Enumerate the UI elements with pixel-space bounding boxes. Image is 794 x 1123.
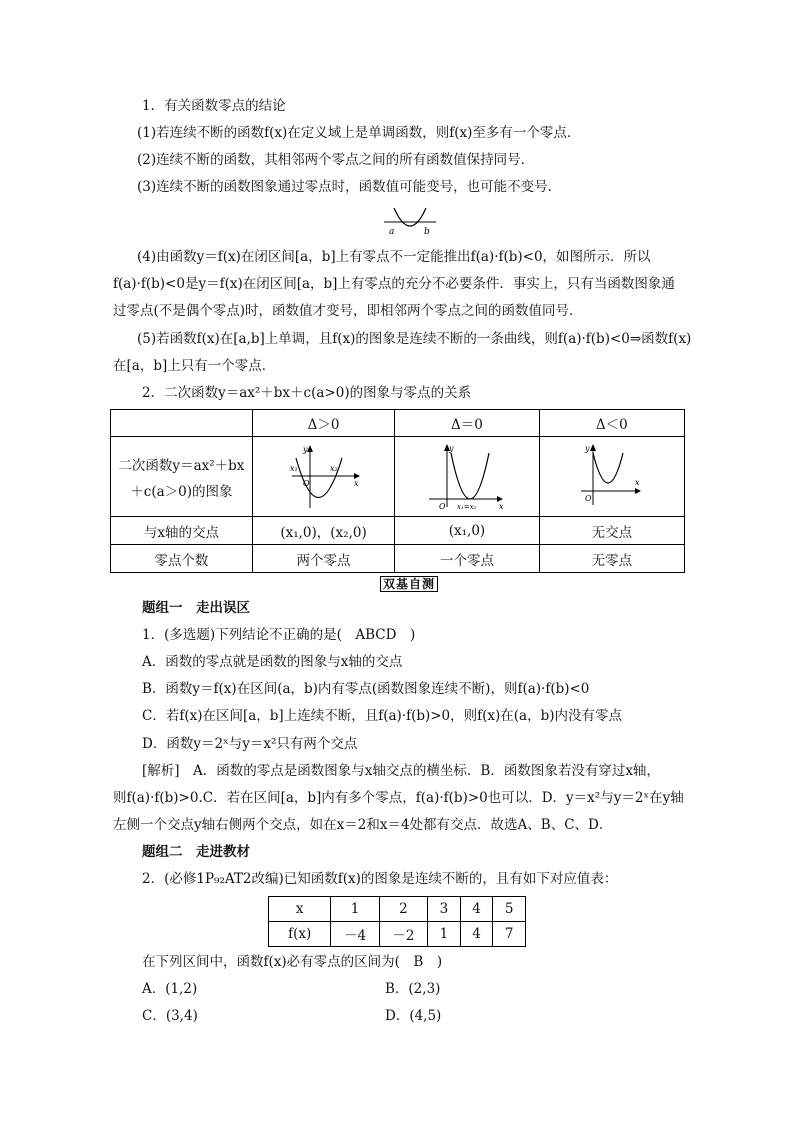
conclusion-1: (1)若连续不断的函数f(x)在定义域上是单调函数，则f(x)至多有一个零点． [137, 125, 581, 141]
self-test-banner-text: 双基自测 [380, 576, 438, 592]
graph-two-roots [284, 442, 364, 512]
g1-label-x: x [353, 478, 359, 488]
value-table-x-1: 1 [331, 897, 379, 922]
value-table [268, 896, 526, 947]
value-table-x-3: 3 [428, 897, 461, 922]
g3-label-x: x [634, 477, 640, 487]
row-intersection-one: (x₁,0) [395, 517, 539, 545]
analysis-line3: 左侧一个交点y轴右侧两个交点，如在x＝2和x＝4处都有交点．故选A、B、C、D． [113, 817, 613, 833]
analysis-line1: [解析] A．函数的零点是函数图象与x轴交点的横坐标．B．函数图象若没有穿过x轴， [142, 763, 660, 779]
conclusion-4-line2: f(a)·f(b)<0是y＝f(x)在闭区间[a，b]上有零点的充分不必要条件．事实上，只有当函数图象通 [113, 276, 675, 292]
g3-label-origin: O [584, 493, 592, 503]
graph-one-root-cell [395, 437, 539, 517]
question-2-option-d: D．(4,5) [385, 1008, 442, 1024]
g3-label-y: y [584, 443, 590, 453]
parabola-touch-figure [380, 204, 440, 236]
graph-no-root [577, 441, 647, 513]
value-table-x-4: 4 [460, 897, 493, 922]
g1-label-origin: O [302, 478, 310, 488]
quadratic-zero-table [110, 409, 685, 573]
group2-title: 题组二 走进教材 [142, 844, 250, 860]
graph-one-root [425, 441, 509, 513]
value-table-fx-2: －2 [379, 922, 427, 947]
graph-two-roots-cell [252, 437, 394, 517]
fig-label-b: b [424, 227, 430, 236]
table-header-delta-negative: Δ＜0 [539, 410, 684, 437]
row-zero-count-one: 一个零点 [395, 545, 539, 573]
value-table-fx-header: f(x) [269, 922, 331, 947]
fig-label-a: a [389, 227, 395, 236]
g2-label-origin: O [438, 501, 446, 511]
analysis-line2: 则f(a)·f(b)>0.C．若在区间[a，b]内有多个零点，f(a)·f(b)>0也可以．D．y＝x²与y＝2ˣ在y轴 [113, 790, 684, 806]
graph-label-line1: 二次函数y＝ax²＋bx [118, 457, 245, 474]
row-intersection-label: 与x轴的交点 [111, 517, 253, 545]
table-header-empty [111, 410, 253, 437]
g2-label-y: y [448, 443, 454, 453]
g1-label-y: y [302, 444, 308, 454]
question-2: 2．(必修1P₉₂AT2改编)已知函数f(x)的图象是连续不断的，且有如下对应值表： [142, 871, 618, 887]
table-header-delta-positive: Δ＞0 [252, 410, 394, 437]
g1-label-x1: x₁ [289, 463, 298, 473]
question-2-option-b: B．(2,3) [385, 981, 441, 997]
value-table-fx-5: 7 [493, 922, 526, 947]
question-1: 1．(多选题)下列结论不正确的是( ABCD ) [142, 627, 416, 643]
row-zero-count-two: 两个零点 [252, 545, 394, 573]
row-zero-count-label: 零点个数 [111, 545, 253, 573]
group1-title: 题组一 走出误区 [142, 600, 250, 616]
graph-no-root-cell [539, 437, 684, 517]
value-table-fx-1: －4 [331, 922, 379, 947]
question-1-option-d: D．函数y＝2ˣ与y＝x²只有两个交点 [142, 736, 358, 752]
section1-heading: 1．有关函数零点的结论 [142, 98, 286, 114]
conclusion-3: (3)连续不断的函数图象通过零点时，函数值可能变号，也可能不变号． [137, 179, 562, 195]
section2-heading: 2．二次函数y＝ax²＋bx＋c(a>0)的图象与零点的关系 [142, 385, 472, 401]
value-table-x-2: 2 [379, 897, 427, 922]
question-1-option-a: A．函数的零点就是函数的图象与x轴的交点 [142, 654, 403, 670]
g2-label-x: x [498, 501, 504, 511]
conclusion-5-line2: 在[a，b]上只有一个零点． [113, 358, 276, 374]
question-2-option-c: C．(3,4) [142, 1008, 198, 1024]
conclusion-4-line1: (4)由函数y＝f(x)在闭区间[a，b]上有零点不一定能推出f(a)·f(b)<0，如图所示．所以 [137, 249, 651, 265]
conclusion-4-line3: 过零点(不是偶个零点)时，函数值才变号，即相邻两个零点之间的函数值同号． [113, 303, 583, 319]
value-table-x-header: x [269, 897, 331, 922]
conclusion-2: (2)连续不断的函数，其相邻两个零点之间的所有函数值保持同号． [137, 152, 535, 168]
self-test-banner [380, 575, 438, 593]
question-1-option-b: B．函数y＝f(x)在区间(a，b)内有零点(函数图象连续不断)，则f(a)·f(b)<0 [142, 681, 590, 697]
question-2-option-a: A．(1,2) [142, 981, 198, 997]
g2-label-x1x2: x₁=x₂ [456, 502, 477, 511]
conclusion-5-line1: (5)若函数f(x)在[a,b]上单调，且f(x)的图象是连续不断的一条曲线，则f(a)·f(b)<0⇒函数f(x) [137, 331, 692, 347]
table-header-delta-zero: Δ＝0 [395, 410, 539, 437]
row-zero-count-none: 无零点 [539, 545, 684, 573]
value-table-fx-4: 4 [460, 922, 493, 947]
question-2-prompt: 在下列区间中，函数f(x)必有零点的区间为( B ) [142, 954, 443, 970]
table-row-graph-label [111, 437, 253, 517]
graph-label-line2: ＋c(a＞0)的图象 [130, 483, 233, 500]
row-intersection-two: (x₁,0)，(x₂,0) [252, 517, 394, 545]
question-1-option-c: C．若f(x)在区间[a，b]上连续不断，且f(a)·f(b)>0，则f(x)在(a，b)内没有零点 [142, 708, 623, 724]
g1-label-x2: x₂ [329, 463, 338, 473]
value-table-x-5: 5 [493, 897, 526, 922]
value-table-fx-3: 1 [428, 922, 461, 947]
small-parabola-figure [380, 204, 440, 236]
row-intersection-none: 无交点 [539, 517, 684, 545]
